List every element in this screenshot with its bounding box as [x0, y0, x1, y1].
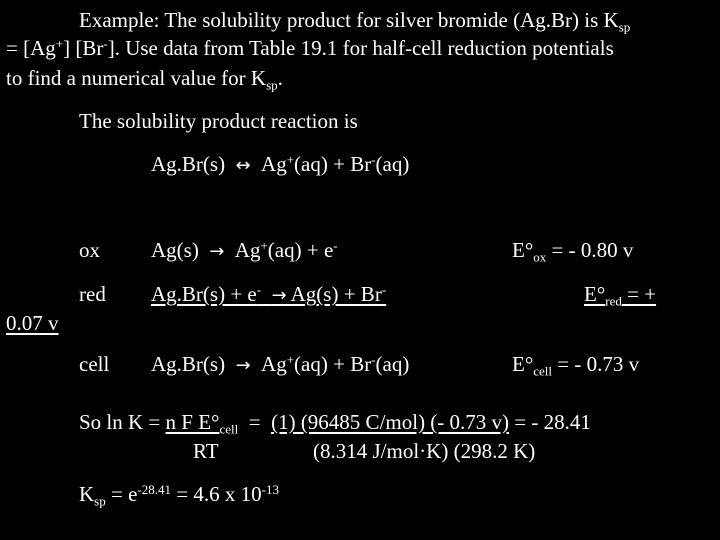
- intro-line-3: to find a numerical value for $K_{sp}$.: [6, 66, 283, 93]
- right-arrow-icon: →: [271, 285, 287, 306]
- calculation-line-1: So ln K = n F $E^\circ_{cell} = (1)$ (96485 C/mol) (- 0.73 v) = - 28.41: [79, 410, 591, 437]
- right-arrow-icon: →: [235, 355, 251, 376]
- overall-reaction: Ag.Br(s) ↔ Ag+(aq) + Br-(aq): [151, 151, 410, 176]
- reaction-heading: The solubility product reaction is: [79, 109, 358, 133]
- ksp-result: $K_{sp} = e^{-28.41} = 4.6$ x $10^{-13}$: [79, 481, 279, 509]
- ox-label: ox: [79, 238, 100, 262]
- red-equation: Ag.Br(s) + e- → Ag(s) + Br-: [151, 281, 387, 306]
- ox-potential: $E^\circ_{ox}$ = - 0.80 v: [512, 238, 634, 265]
- equilibrium-arrow-icon: ↔: [235, 155, 251, 176]
- red-potential-value: 0.07 v: [6, 311, 59, 335]
- cell-equation: Ag.Br(s) → Ag+(aq) + Br-(aq): [151, 351, 410, 376]
- calculation-denominator: (8.314 J/mol·K) (298.2 K): [313, 439, 536, 463]
- red-potential: $E^\circ_{red}$ = +: [584, 282, 657, 309]
- intro-line-2: = [Ag+] [Br-]. Use data from Table 19.1 for half-cell reduction potentials: [6, 35, 614, 60]
- cell-potential: $E^\circ_{cell}$ = - 0.73 v: [512, 352, 640, 379]
- cell-label: cell: [79, 352, 110, 376]
- right-arrow-icon: →: [209, 241, 225, 262]
- ox-equation: Ag(s) → Ag+(aq) + e-: [151, 237, 338, 262]
- intro-line-1: Example: The solubility product for silver bromide (Ag.Br) is $K_{sp}$: [79, 8, 631, 35]
- calculation-rt: RT: [193, 439, 219, 463]
- red-label: red: [79, 282, 106, 306]
